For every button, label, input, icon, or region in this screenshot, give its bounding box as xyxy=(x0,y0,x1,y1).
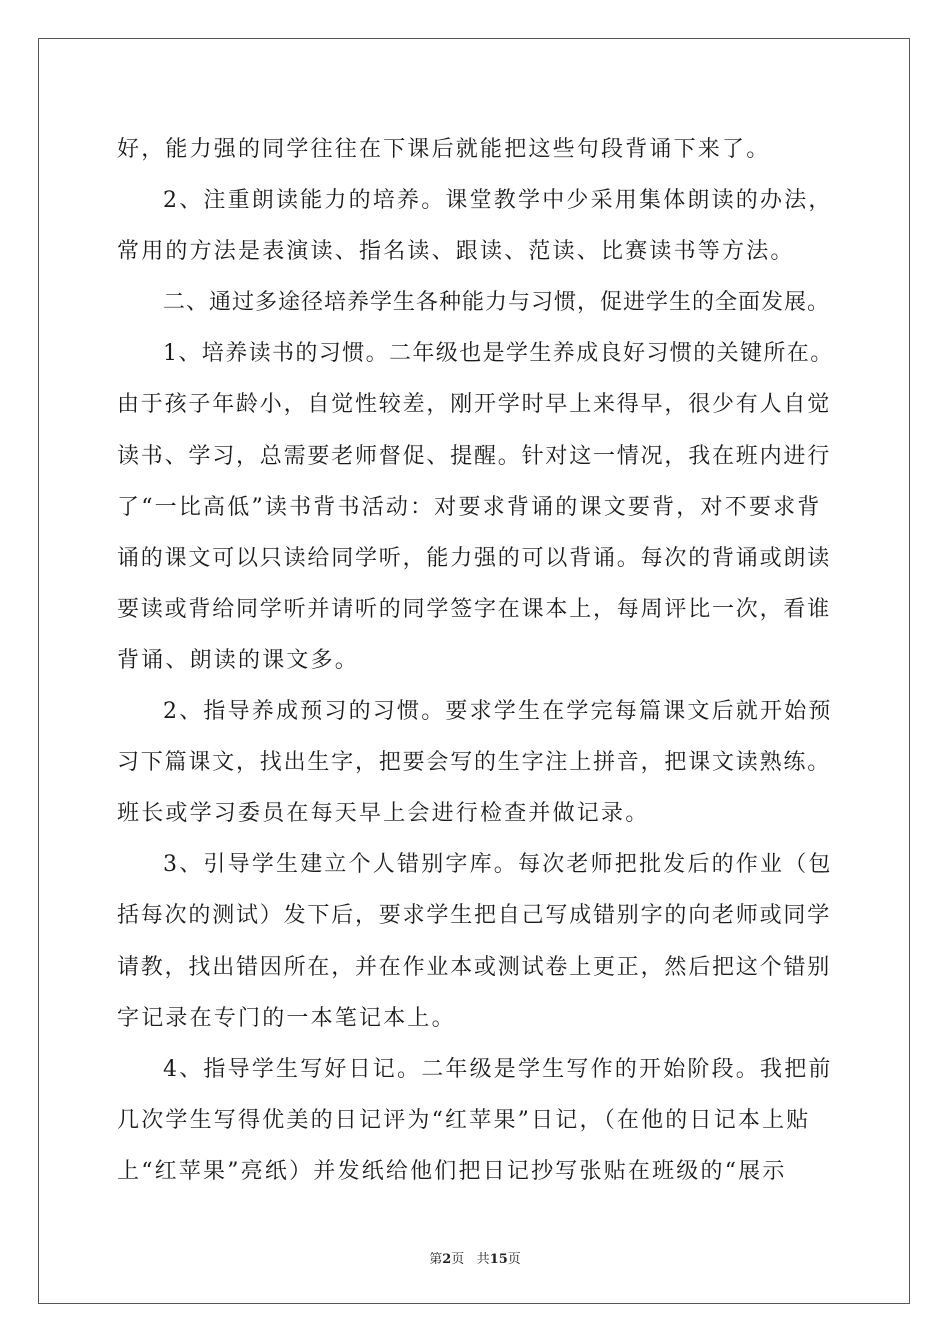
text-line: 几次学生写得优美的日记评为“红苹果”日记，（在他的日记本上贴 xyxy=(117,1107,811,1133)
text-line: 2、注重朗读能力的培养。课堂教学中少采用集体朗读的办法， xyxy=(163,188,833,214)
total-suffix: 页 xyxy=(507,1252,521,1267)
text-line: 诵的课文可以只读给同学听，能力强的可以背诵。每次的背诵或朗读 xyxy=(117,545,832,571)
text-line: 1、培养读书的习惯。二年级也是学生养成良好习惯的关键所在。 xyxy=(163,341,834,367)
text-line: 上“红苹果”亮纸）并发纸给他们把日记抄写张贴在班级的“展示 xyxy=(117,1158,787,1184)
total-prefix: 共 xyxy=(476,1252,490,1267)
text-line: 班长或学习委员在每天早上会进行检查并做记录。 xyxy=(117,801,650,827)
text-line: 字记录在专门的一本笔记本上。 xyxy=(117,1005,456,1031)
text-line: 了“一比高低”读书背书活动：对要求背诵的课文要背，对不要求背 xyxy=(117,494,822,520)
page-number: 2 xyxy=(442,1252,452,1267)
text-line: 好，能力强的同学往往在下课后就能把这些句段背诵下来了。 xyxy=(117,137,771,162)
text-line: 2、指导养成预习的习惯。要求学生在学完每篇课文后就开始预 xyxy=(163,699,833,725)
text-line: 请教，找出错因所在，并在作业本或测试卷上更正，然后把这个错别 xyxy=(117,954,832,980)
text-line: 括每次的测试）发下后，要求学生把自己写成错别字的向老师或同学 xyxy=(117,903,832,929)
page-suffix: 页 xyxy=(451,1252,465,1267)
text-line: 常用的方法是表演读、指名读、跟读、范读、比赛读书等方法。 xyxy=(117,239,795,265)
page-prefix: 第 xyxy=(429,1252,443,1267)
document-body xyxy=(117,124,835,1197)
text-line: 背诵、朗读的课文多。 xyxy=(117,647,360,673)
text-line: 读书、学习，总需要老师督促、提醒。针对这一情况，我在班内进行 xyxy=(117,443,832,469)
total-pages: 15 xyxy=(489,1252,508,1267)
text-line: 4、指导学生写好日记。二年级是学生写作的开始阶段。我把前 xyxy=(163,1056,833,1082)
text-line: 习下篇课文，找出生字，把要会写的生字注上拼音，把课文读熟练。 xyxy=(117,750,832,776)
text-line: 二、通过多途径培养学生各种能力与习惯，促进学生的全面发展。 xyxy=(163,290,831,316)
text-line: 由于孩子年龄小，自觉性较差，刚开学时早上来得早，很少有人自觉 xyxy=(117,392,832,418)
text-line: 要读或背给同学听并请听的同学签字在课本上，每周评比一次，看谁 xyxy=(117,596,832,622)
page-footer xyxy=(0,1248,950,1267)
text-line: 3、引导学生建立个人错别字库。每次老师把批发后的作业（包 xyxy=(163,852,833,878)
